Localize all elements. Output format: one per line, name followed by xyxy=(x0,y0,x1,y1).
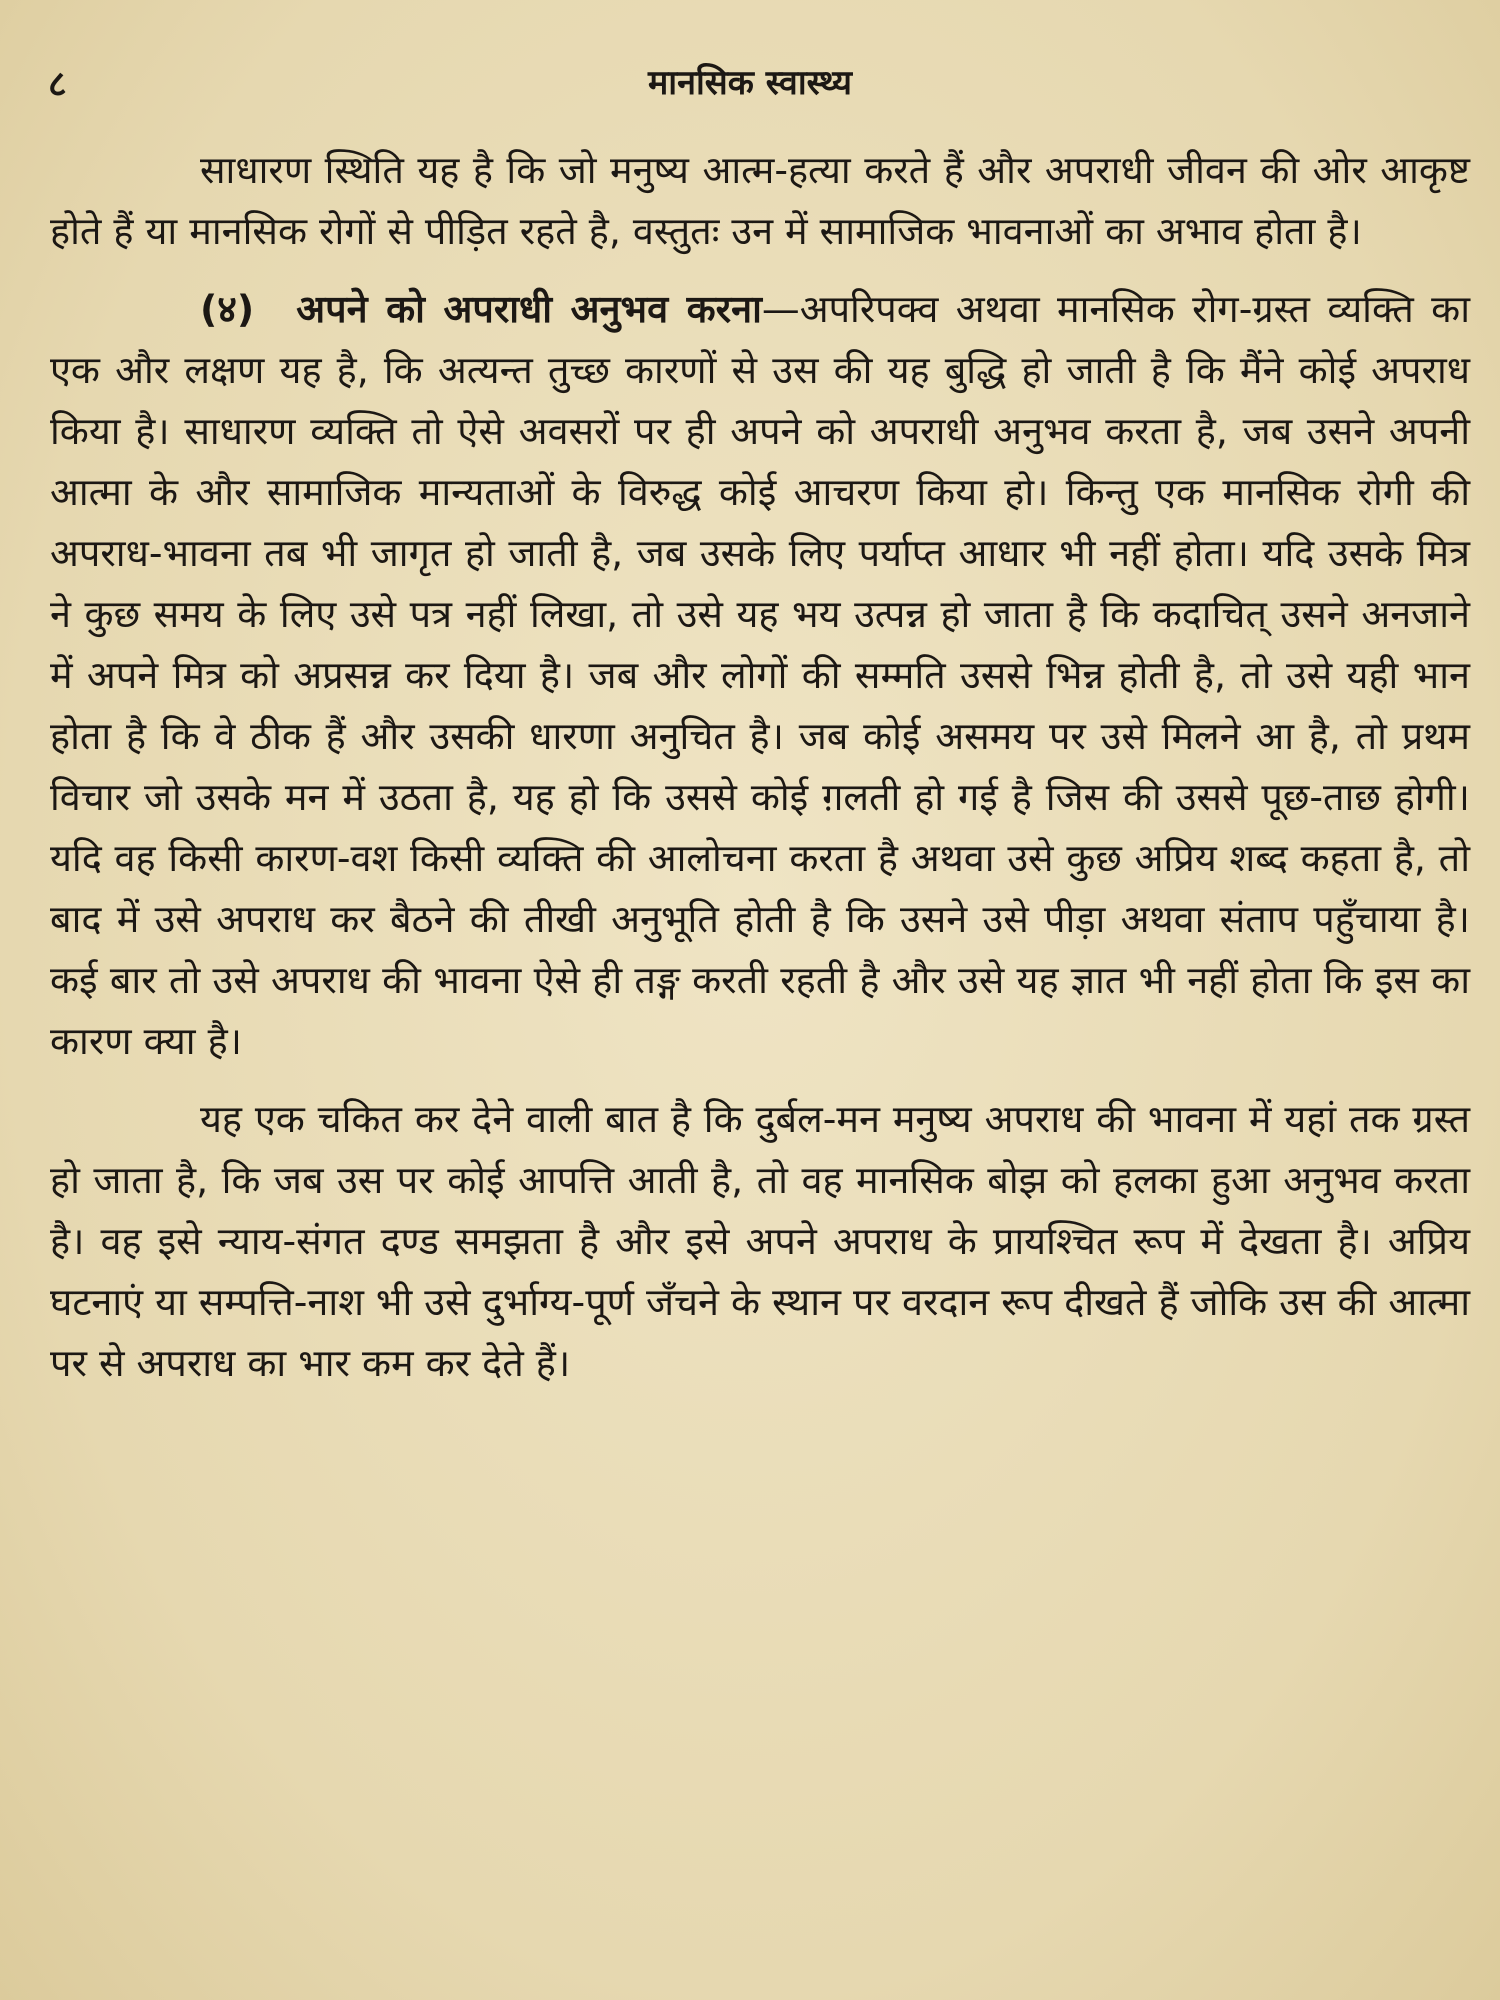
running-header xyxy=(40,52,1460,112)
paragraph-2-text: अपरिपक्व अथवा मानसिक रोग-ग्रस्त व्यक्ति का एक और लक्षण यह है, कि अत्यन्त तुच्छ कारणों से उस की यह बुद्धि हो जाती है कि मैंने कोई अपराध किया है। साधारण व्यक्ति तो ऐसे अवसरों पर ही अपने को अपराधी अनुभव करता है, जब उसने अपनी आत्मा के और सामाजिक मान्यताओं के विरुद्ध कोई आचरण किया हो। किन्तु एक मानसिक रोगी की अपराध-भावना तब भी जागृत हो जाती है, जब उसके लिए पर्याप्त आधार भी नहीं होता। यदि उसके मित्र ने कुछ समय के लिए उसे पत्र नहीं लिखा, तो उसे यह भय उत्पन्न हो जाता है कि कदाचित् उसने अनजाने में अपने मित्र को अप्रसन्न कर दिया है। जब और लोगों की सम्मति उससे भिन्न होती है, तो उसे यही भान होता है कि वे ठीक हैं और उसकी धारणा अनुचित है। जब कोई असमय पर उसे मिलने आ है, तो प्रथम विचार जो उसके मन में उठता है, यह हो कि उससे कोई ग़लती हो गई है जिस की उससे पूछ-ताछ होगी। यदि वह किसी कारण-वश किसी व्यक्ति की आलोचना करता है अथवा उसे कुछ अप्रिय शब्द कहता है, तो बाद में उसे अपराध कर बैठने की तीखी अनुभूति होती है कि उसने उसे पीड़ा अथवा संताप पहुँचाया है। कई बार तो उसे अपराध की भावना ऐसे ही तङ्ग करती रहती है और उसे यह ज्ञात भी नहीं होता कि इस का कारण क्या है। xyxy=(50,287,1470,1063)
heading-dash: — xyxy=(761,287,800,331)
paragraph-3: यह एक चकित कर देने वाली बात है कि दुर्बल-मन मनुष्य अपराध की भावना में यहां तक ग्रस्त हो जाता है, कि जब उस पर कोई आपत्ति आती है, तो वह मानसिक बोझ को हलका हुआ अनुभव करता है। वह इसे न्याय-संगत दण्ड समझता है और इसे अपने अपराध के प्रायश्चित रूप में देखता है। अप्रिय घटनाएं या सम्पत्ति-नाश भी उसे दुर्भाग्य-पूर्ण जँचने के स्थान पर वरदान रूप दीखते हैं जोकि उस की आत्मा पर से अपराध का भार कम कर देते हैं। xyxy=(50,1097,1470,1385)
body-text xyxy=(50,140,1470,1411)
section-heading: अपने को अपराधी अनुभव करना xyxy=(296,287,762,331)
paragraph-1: साधारण स्थिति यह है कि जो मनुष्य आत्म-हत्या करते हैं और अपराधी जीवन की ओर आकृष्ट होते हैं या मानसिक रोगों से पीड़ित रहते है, वस्तुतः उन में सामाजिक भावनाओं का अभाव होता है। xyxy=(50,148,1470,253)
section-number: (४) xyxy=(200,287,255,331)
page-number: ८ xyxy=(48,64,67,105)
running-title: मानसिक स्वास्थ्य xyxy=(647,63,853,103)
paragraph-2 xyxy=(50,279,1470,1072)
